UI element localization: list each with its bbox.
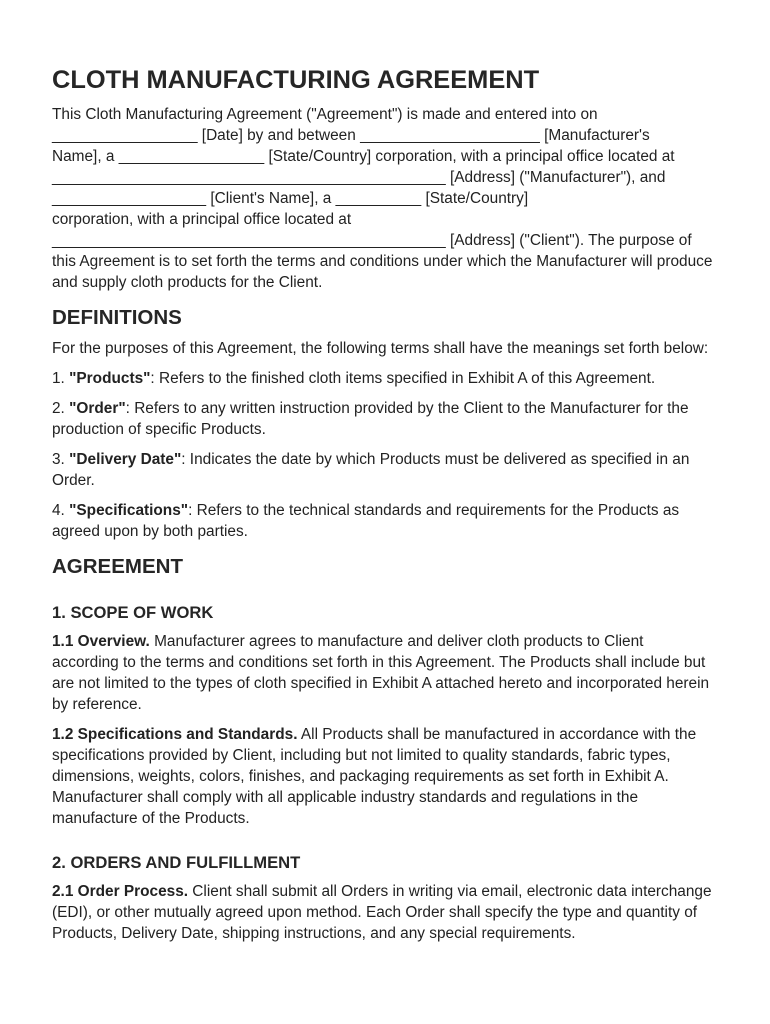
definitions-lead	[52, 338, 718, 359]
text-line: 3. "Delivery Date": Indicates the date by which Products must be delivered as specified in an	[52, 451, 690, 468]
definition-item-delivery-date	[52, 449, 718, 491]
text-line: production of specific Products.	[52, 421, 266, 438]
text-line: Name], a _________________ [State/Country] corporation, with a principal office located at	[52, 148, 675, 165]
text-line: agreed upon by both parties.	[52, 523, 248, 540]
text-line: This Cloth Manufacturing Agreement ("Agreement") is made and entered into on	[52, 106, 598, 123]
clause-1-1-overview	[52, 631, 718, 715]
section-scope-of-work-heading: 1. SCOPE OF WORK	[52, 603, 214, 622]
text-line: ______________________________________________ [Address] ("Client"). The purpose of	[52, 232, 692, 249]
text-line: ______________________________________________ [Address] ("Manufacturer"), and	[52, 169, 666, 186]
text-line: For the purposes of this Agreement, the following terms shall have the meanings set forth below:	[52, 340, 709, 357]
text-line: (EDI), or other mutually agreed upon method. Each Order shall specify the type and quantity of	[52, 904, 698, 921]
text-line: specifications provided by Client, including but not limited to quality standards, fabric types,	[52, 747, 671, 764]
clause-2-1-order-process	[52, 881, 718, 944]
section-orders-fulfillment-heading: 2. ORDERS AND FULFILLMENT	[52, 853, 301, 872]
definition-item-specifications	[52, 500, 718, 542]
text-line: _________________ [Date] by and between _____________________ [Manufacturer's	[52, 127, 650, 144]
clause-1-2-specifications-standards	[52, 724, 718, 829]
text-line: according to the terms and conditions set forth in this Agreement. The Products shall include but	[52, 654, 706, 671]
text-line: 1.1 Overview. Manufacturer agrees to manufacture and deliver cloth products to Client	[52, 633, 644, 650]
intro-paragraph	[52, 104, 718, 293]
text-line: by reference.	[52, 696, 142, 713]
text-line: 1. "Products": Refers to the finished cloth items specified in Exhibit A of this Agreement.	[52, 370, 656, 387]
text-line: __________________ [Client's Name], a __________ [State/Country]	[52, 190, 529, 207]
text-line: Order.	[52, 472, 95, 489]
text-line: corporation, with a principal office located at	[52, 211, 352, 228]
text-line: 2. "Order": Refers to any written instruction provided by the Client to the Manufacturer for the	[52, 400, 689, 417]
document-title: CLOTH MANUFACTURING AGREEMENT	[52, 66, 540, 94]
text-line: manufacture of the Products.	[52, 810, 250, 827]
text-line: 1.2 Specifications and Standards. All Products shall be manufactured in accordance with the	[52, 726, 697, 743]
text-line: 4. "Specifications": Refers to the technical standards and requirements for the Products as	[52, 502, 680, 519]
definition-item-products	[52, 368, 718, 389]
definitions-heading: DEFINITIONS	[52, 306, 182, 329]
text-line: are not limited to the types of cloth specified in Exhibit A attached hereto and incorporated herein	[52, 675, 710, 692]
text-line: 2.1 Order Process. Client shall submit all Orders in writing via email, electronic data interchange	[52, 883, 712, 900]
text-line: and supply cloth products for the Client.	[52, 274, 323, 291]
agreement-heading: AGREEMENT	[52, 555, 183, 578]
text-line: this Agreement is to set forth the terms and conditions under which the Manufacturer will produce	[52, 253, 713, 270]
definition-item-order	[52, 398, 718, 440]
text-line: dimensions, weights, colors, finishes, and packaging requirements as set forth in Exhibit A.	[52, 768, 669, 785]
text-line: Manufacturer shall comply with all applicable industry standards and regulations in the	[52, 789, 639, 806]
text-line: Products, Delivery Date, shipping instructions, and any special requirements.	[52, 925, 576, 942]
